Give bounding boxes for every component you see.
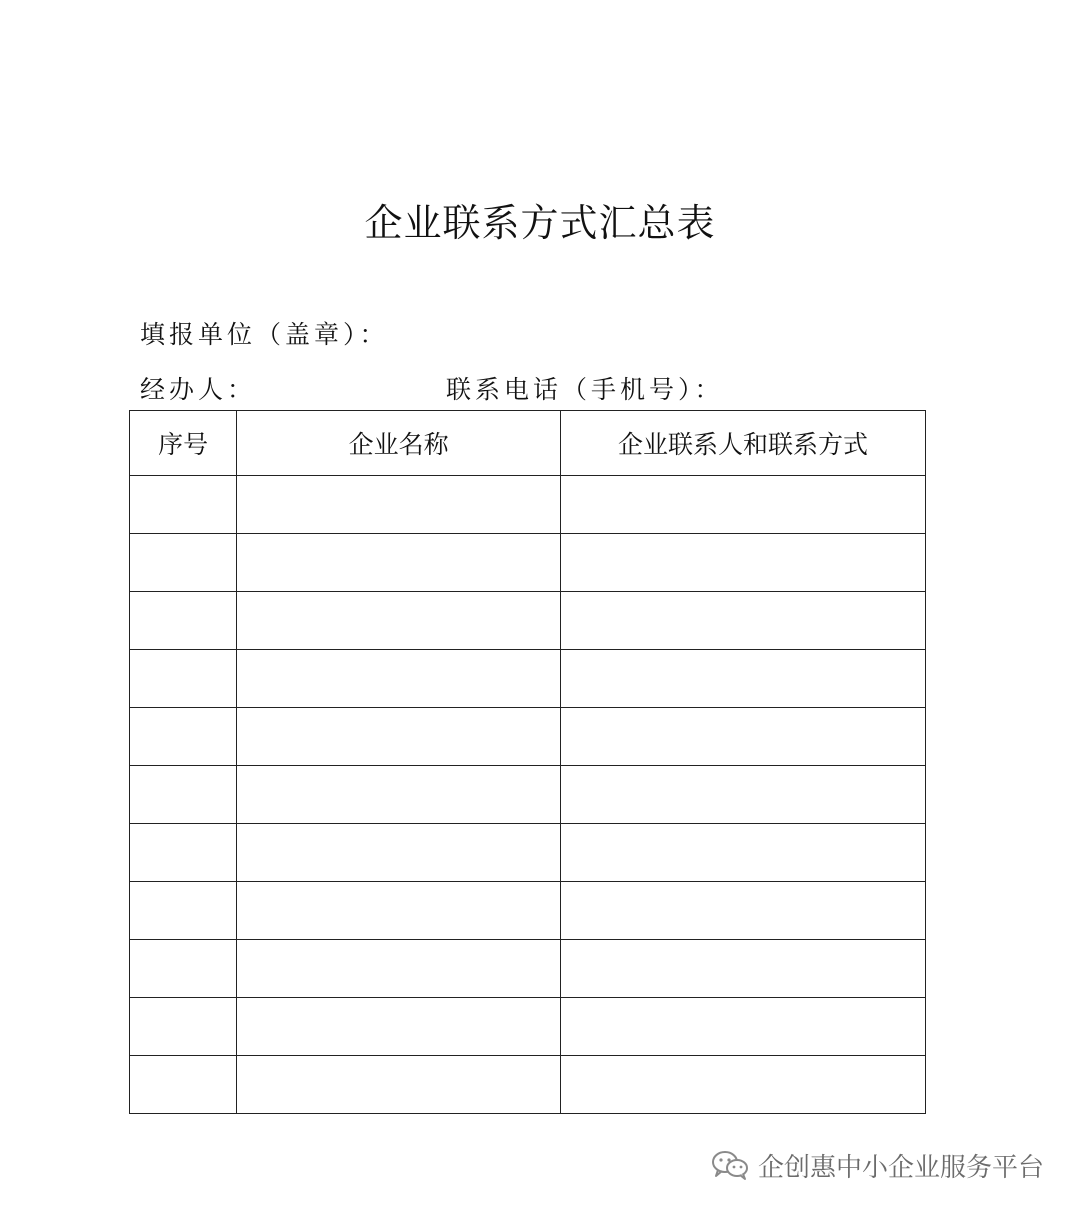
cell-company-name[interactable] bbox=[237, 534, 561, 592]
cell-company-name[interactable] bbox=[237, 766, 561, 824]
cell-company-name[interactable] bbox=[237, 824, 561, 882]
table-row bbox=[130, 708, 926, 766]
cell-seq[interactable] bbox=[130, 650, 237, 708]
contact-summary-table bbox=[129, 410, 926, 1114]
cell-contact[interactable] bbox=[561, 824, 926, 882]
cell-company-name[interactable] bbox=[237, 1056, 561, 1114]
table-row bbox=[130, 592, 926, 650]
watermark-text: 企创惠中小企业服务平台 bbox=[757, 1152, 1044, 1183]
cell-contact[interactable] bbox=[561, 940, 926, 998]
cell-contact[interactable] bbox=[561, 592, 926, 650]
header-seq: 序号 bbox=[130, 411, 237, 476]
cell-contact[interactable] bbox=[561, 650, 926, 708]
fill-unit-label: 填报单位（盖章）： bbox=[140, 320, 389, 349]
table-row bbox=[130, 650, 926, 708]
table-header-row bbox=[130, 411, 926, 476]
cell-contact[interactable] bbox=[561, 882, 926, 940]
table-row bbox=[130, 476, 926, 534]
table-row bbox=[130, 534, 926, 592]
cell-contact[interactable] bbox=[561, 1056, 926, 1114]
table-body bbox=[130, 476, 926, 1114]
watermark bbox=[710, 1145, 1044, 1185]
document-title: 企业联系方式汇总表 bbox=[364, 201, 716, 245]
cell-seq[interactable] bbox=[130, 708, 237, 766]
cell-seq[interactable] bbox=[130, 534, 237, 592]
table-row bbox=[130, 824, 926, 882]
table-row bbox=[130, 1056, 926, 1114]
cell-company-name[interactable] bbox=[237, 592, 561, 650]
cell-seq[interactable] bbox=[130, 1056, 237, 1114]
table-row bbox=[130, 940, 926, 998]
table-row bbox=[130, 766, 926, 824]
cell-contact[interactable] bbox=[561, 998, 926, 1056]
cell-company-name[interactable] bbox=[237, 940, 561, 998]
table-row bbox=[130, 882, 926, 940]
cell-company-name[interactable] bbox=[237, 882, 561, 940]
cell-seq[interactable] bbox=[130, 766, 237, 824]
header-company-name: 企业名称 bbox=[237, 411, 561, 476]
cell-seq[interactable] bbox=[130, 940, 237, 998]
handler-label: 经办人： bbox=[140, 375, 257, 404]
cell-company-name[interactable] bbox=[237, 650, 561, 708]
cell-seq[interactable] bbox=[130, 824, 237, 882]
cell-contact[interactable] bbox=[561, 476, 926, 534]
cell-company-name[interactable] bbox=[237, 998, 561, 1056]
cell-seq[interactable] bbox=[130, 998, 237, 1056]
phone-label: 联系电话（手机号）： bbox=[446, 375, 724, 404]
cell-contact[interactable] bbox=[561, 766, 926, 824]
cell-contact[interactable] bbox=[561, 708, 926, 766]
cell-contact[interactable] bbox=[561, 534, 926, 592]
cell-seq[interactable] bbox=[130, 882, 237, 940]
cell-company-name[interactable] bbox=[237, 476, 561, 534]
header-contact: 企业联系人和联系方式 bbox=[561, 411, 926, 476]
table-row bbox=[130, 998, 926, 1056]
cell-seq[interactable] bbox=[130, 476, 237, 534]
cell-company-name[interactable] bbox=[237, 708, 561, 766]
cell-seq[interactable] bbox=[130, 592, 237, 650]
wechat-icon bbox=[710, 1148, 750, 1182]
